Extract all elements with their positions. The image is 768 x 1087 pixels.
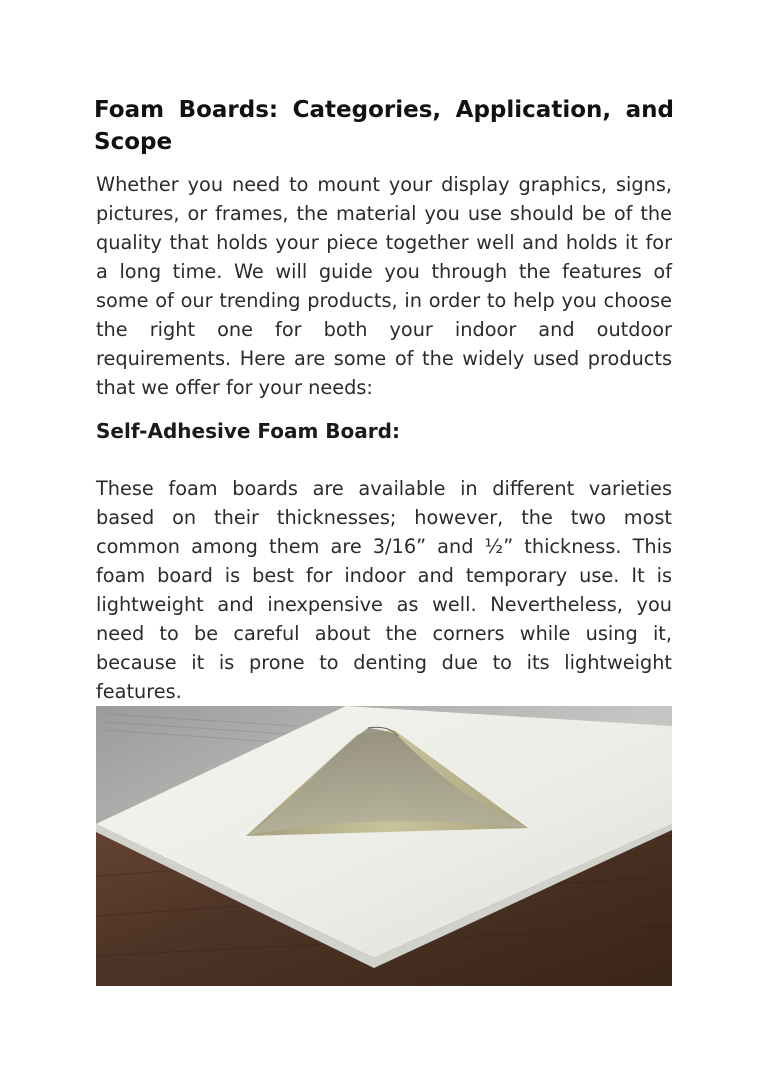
intro-paragraph: Whether you need to mount your display graphics, signs, pictures, or frames, the material you use should be of the quality that holds your piece together well and holds it for a long time. We will guide you through the features of some of our trending products, in order to help you choose the right one for both your indoor and outdoor requirements. Here are some of the widely used products that we offer for your needs:: [96, 173, 672, 399]
section-paragraph: These foam boards are available in different varieties based on their thicknesses; however, the two most common among them are 3/16” and ½” thickness. This foam board is best for indoor and temporary use. It is lightweight and inexpensive as well. Nevertheless, you need to be careful about the corners while using it, because it is prone to denting due to its lightweight features.: [96, 477, 672, 703]
section-heading: Self-Adhesive Foam Board:: [96, 419, 400, 443]
foam-board-photo: [96, 706, 672, 986]
document-title: Foam Boards: Categories, Application, and Scope: [94, 97, 674, 155]
